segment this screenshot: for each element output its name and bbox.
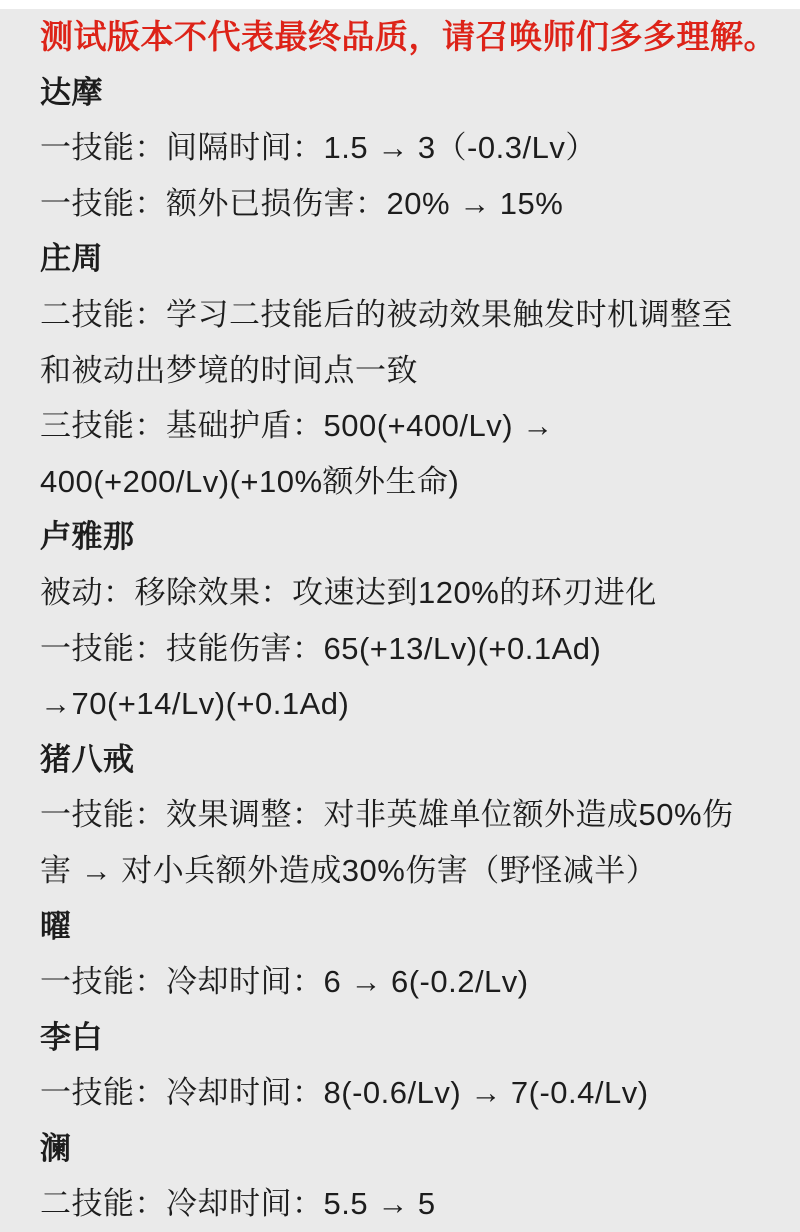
patch-line: 害 → 对小兵额外造成30%伤害（野怪减半） [40,852,658,888]
hero-name-lan: 澜 [40,1130,72,1166]
hero-name-damo: 达摩 [40,74,103,110]
hero-name-zhuangzhou: 庄周 [40,241,103,277]
patch-line: 二技能：学习二技能后的被动效果触发时机调整至 [40,296,733,332]
hero-name-libai: 李白 [40,1019,103,1055]
patch-notes-document [0,9,800,1232]
test-version-notice: 测试版本不代表最终品质，请召唤师们多多理解。 [40,18,777,55]
patch-line: 被动：移除效果：攻速达到120%的环刃进化 [40,574,657,610]
hero-name-luyana: 卢雅那 [40,519,135,555]
patch-line: 一技能：技能伤害：65(+13/Lv)(+0.1Ad) [40,630,602,666]
hero-name-yao: 曜 [40,908,72,944]
patch-line-clipped: 二技能：冷却时间：5.5 → 5 [40,1186,436,1222]
patch-line: 三技能：基础护盾：500(+400/Lv) → [40,408,554,444]
patch-line: 一技能：冷却时间：6 → 6(-0.2/Lv) [40,964,529,1000]
patch-line: 和被动出梦境的时间点一致 [40,352,418,388]
top-white-strip [0,0,800,9]
patch-line: 一技能：冷却时间：8(-0.6/Lv) → 7(-0.4/Lv) [40,1075,649,1111]
patch-line: 一技能：效果调整：对非英雄单位额外造成50%伤 [40,797,734,833]
patch-line: 400(+200/Lv)(+10%额外生命) [40,463,460,499]
patch-line: 一技能：额外已损伤害：20% → 15% [40,185,564,221]
hero-name-zhubajie: 猪八戒 [40,741,135,777]
patch-line: →70(+14/Lv)(+0.1Ad) [40,686,350,722]
patch-line: 一技能：间隔时间：1.5 → 3（-0.3/Lv） [40,130,597,166]
